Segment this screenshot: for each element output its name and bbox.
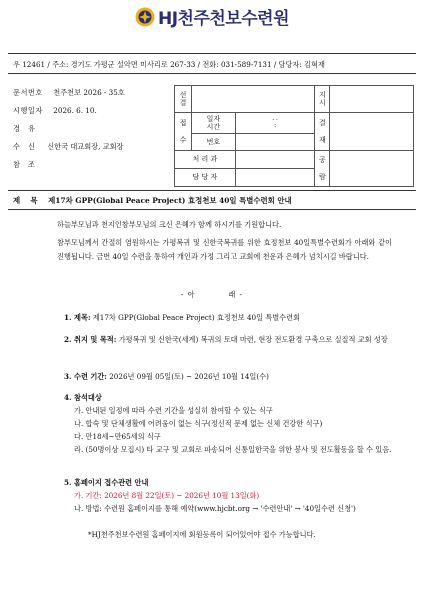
item-3 xyxy=(64,370,404,383)
via-row xyxy=(13,124,35,134)
org-logo xyxy=(0,4,424,28)
doc-number-row xyxy=(13,88,125,98)
approval-jisi-blank xyxy=(330,86,414,113)
org-emblem-icon xyxy=(135,7,155,27)
item-3-label: 3. 수련 기간: xyxy=(64,372,107,381)
item-5-b: 나. 방법: 수련원 홈페이지를 통해 예약(www.hjcbt.org → '수련안내' → '40일수련 신청') xyxy=(74,504,356,513)
via-label: 경 xyxy=(13,124,28,133)
approval-ilja-cell: 일자 시간 xyxy=(191,113,235,134)
subject-label: 제 목 xyxy=(13,196,38,205)
recipient-row xyxy=(13,142,124,152)
item-1-label: 1. 제목: xyxy=(64,313,91,322)
subject-rule-top xyxy=(8,190,416,191)
item-5-a: 가. 기간: 2026년 8월 22일(토) ~ 2026년 10월 13일(화) xyxy=(74,491,260,500)
reference-label-2: 조 xyxy=(27,160,35,169)
item-4-a: 가. 안내된 일정에 따라 수련 기간을 성실히 참여할 수 있는 식구 xyxy=(74,406,273,415)
item-3-text: 2026년 09월 05일(토) ~ 2026년 10월 14일(수) xyxy=(109,372,269,381)
via-label-2: 유 xyxy=(27,124,35,133)
address-line: 우 12461 / 주소: 경기도 가평군 설악면 미사리로 267-33 / 전화: 031-589-7131 / 담당자: 김혁재 xyxy=(13,60,325,69)
intro-greeting: 하늘부모님과 천지인참부모님의 크신 은혜가 함께 하시기를 기원합니다. xyxy=(57,220,282,229)
header-rule-top xyxy=(8,53,416,54)
approval-gyeoljae-cell: 결 재 xyxy=(315,113,330,151)
approval-damdangja-cell: 담 당 자 xyxy=(175,169,236,187)
item-4-d: 라. (50명이상 모집시) 타 교구 및 교회로 파송되어 신통일한국을 위한 봉사 및 전도활동을 할 수 있음. xyxy=(74,445,392,454)
recipient-value: 신한국 대교회장, 교회장 xyxy=(47,142,124,151)
item-5-label: 5. 홈페이지 접수관련 안내 xyxy=(64,478,149,487)
recipient-label-2: 신 xyxy=(27,142,35,151)
approval-table xyxy=(174,85,414,187)
doc-number-value: 천주천보 2026 - 35호 xyxy=(53,88,125,97)
approval-beonho-cell: 번호 xyxy=(191,134,235,151)
item-2 xyxy=(64,333,418,346)
item-2-text: 가평복귀 및 신한국(세계) 복귀의 토대 마련, 현장 전도환경 구축으로 실질적 교회 성장 xyxy=(118,335,388,344)
doc-number-label: 문서번호 xyxy=(13,88,43,97)
item-1-text: 제17차 GPP(Global Peace Project) 효정천보 40일 특별수련회 xyxy=(92,313,301,322)
item-1 xyxy=(64,311,404,324)
item-2-label: 2. 취지 및 목적: xyxy=(64,335,117,344)
subject-row xyxy=(13,195,292,206)
approval-seongyeol-cell: 선 결 xyxy=(175,86,192,113)
reference-label: 참 xyxy=(13,160,28,169)
item-4-label: 4. 참석대상 xyxy=(64,393,102,402)
intro-paragraph: 참부모님께서 간절히 염원하시는 가평복귀 및 신한국복귀를 위한 효정천보 40일특별수련회가 아래와 같이 진행됩니다. 금번 40일 수련을 통하여 개인과 가정 그리고 교회에 천운과 은혜가 넘치시길 바랍니다. xyxy=(57,238,392,261)
approval-seongyeol-blank xyxy=(191,86,314,113)
approval-cheorigwa-cell: 처 리 과 xyxy=(175,151,236,169)
org-name: HJ천주천보수련원 xyxy=(157,9,289,29)
header-rule-bottom xyxy=(8,73,416,74)
item-4-b: 나. 합숙 및 단체생활에 어려움이 없는 식구(정신적 문제 없는 신체 건강한 식구) xyxy=(74,419,323,428)
approval-gyeoljae-blank xyxy=(330,113,414,151)
approval-jisi-cell: 지 시 xyxy=(315,86,330,113)
approval-jeopsu-cell: 접 수 xyxy=(175,113,192,151)
recipient-label: 수 xyxy=(13,142,28,151)
below-marker: - 아 래 - xyxy=(180,290,244,299)
subject-text: 제17차 GPP(Global Peace Project) 효정천보 40일 특별수련회 안내 xyxy=(48,196,292,205)
approval-damdangja-blank xyxy=(235,169,315,187)
date-row xyxy=(13,106,97,116)
date-label: 시행일자 xyxy=(13,106,43,115)
approval-gongram-blank xyxy=(330,151,414,187)
reference-row xyxy=(13,160,35,170)
item-4-c: 다. 만18세~만65세의 식구 xyxy=(74,432,161,441)
approval-datetime-value: . . : xyxy=(235,113,315,134)
item-5-note: *HJ천주천보수련원 홈페이지에 회원등록이 되어있어야 접수 가능합니다. xyxy=(88,530,316,539)
approval-beonho-blank xyxy=(235,134,315,151)
approval-gongram-cell: 공 람 xyxy=(315,151,330,187)
subject-rule-bottom xyxy=(8,209,416,210)
approval-cheorigwa-blank xyxy=(235,151,315,169)
date-value: 2026. 6. 10. xyxy=(53,106,97,115)
